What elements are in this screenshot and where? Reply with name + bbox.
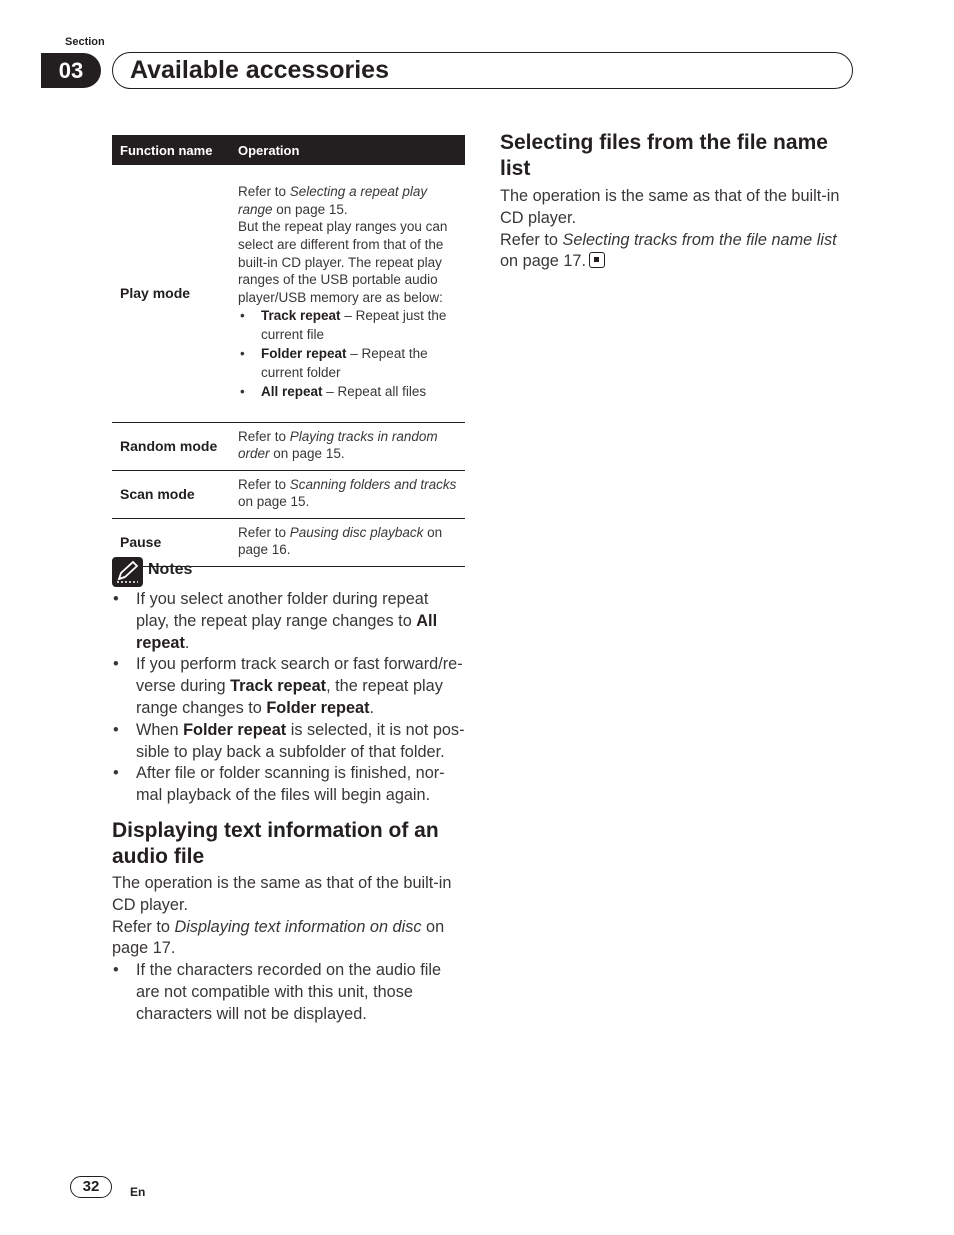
operation-cell <box>230 165 465 422</box>
list-item: • When Folder repeat is selected, it is not pos-sible to play back a subfolder of that folder. <box>112 720 466 764</box>
end-of-section-icon <box>589 252 605 268</box>
section-number: 03 <box>41 53 101 88</box>
pencil-note-icon <box>112 557 143 587</box>
operation-text: Refer to Selecting a repeat play range on page 15. But the repeat play ranges you can select are different from that of the built-in CD player. The repeat play ranges of the USB portable audio player/USB memory are as below: <box>238 184 448 305</box>
list-item: • All repeat – Repeat all files <box>238 382 465 401</box>
display-section-body: The operation is the same as that of the built-in CD player. Refer to Displaying text information on disc on page 17. <box>112 874 452 958</box>
list-item: • Track repeat – Repeat just the current file <box>238 306 465 344</box>
column-header-operation: Operation <box>230 135 465 165</box>
function-table <box>112 135 465 567</box>
list-item: • Folder repeat – Repeat the current folder <box>238 344 465 382</box>
table-row <box>112 470 465 518</box>
language-label: En <box>130 1185 146 1199</box>
function-name: Random mode <box>112 422 230 470</box>
notes-list <box>112 589 466 807</box>
page-title: Available accessories <box>130 56 389 84</box>
list-item: • If you perform track search or fast forward/re-verse during Track repeat, the repeat play range changes to Folder repeat. <box>112 654 466 719</box>
section-heading-display-text: Displaying text information of an audio file <box>112 819 439 868</box>
list-item: • If you select another folder during repeat play, the repeat play range changes to All repeat. <box>112 589 466 654</box>
page-number: 32 <box>70 1176 112 1198</box>
page-reference: Selecting tracks from the file name list <box>562 230 837 249</box>
operation-note: But the repeat play ranges you can select are different from that of the built-in CD player. The repeat play ranges of the USB portable audio player/USB memory are as below: <box>238 219 448 305</box>
repeat-modes-list <box>238 306 465 401</box>
page-reference: Pausing disc playback <box>289 524 424 540</box>
display-section-bullets <box>112 960 466 1025</box>
function-name: Pause <box>112 518 230 566</box>
section-heading-select-files: Selecting files from the file name list <box>500 131 828 180</box>
operation-cell: Refer to Scanning folders and tracks on page 15. <box>230 470 465 518</box>
operation-cell: Refer to Playing tracks in random order on page 15. <box>230 422 465 470</box>
table-row <box>112 422 465 470</box>
table-header-row <box>112 135 465 165</box>
select-section-body: The operation is the same as that of the built-in CD player. Refer to Selecting tracks from the file name list on page 17. <box>500 187 840 271</box>
table-row <box>112 165 465 422</box>
table-row <box>112 518 465 566</box>
page-reference: Playing tracks in random order <box>238 428 438 462</box>
function-name: Play mode <box>112 165 230 422</box>
notes-title: Notes <box>148 561 193 578</box>
column-header-function: Function name <box>112 135 230 165</box>
function-name: Scan mode <box>112 470 230 518</box>
page-reference: Displaying text information on disc <box>174 917 422 936</box>
list-item: • If the characters recorded on the audio file are not compatible with this unit, those characters will not be displayed. <box>112 960 466 1025</box>
list-item: • After file or folder scanning is finished, nor-mal playback of the files will begin again. <box>112 763 466 807</box>
operation-cell: Refer to Pausing disc playback on page 16. <box>230 518 465 566</box>
section-label: Section <box>65 36 105 48</box>
page-reference: Scanning folders and tracks <box>289 476 457 492</box>
page-reference: Selecting a repeat play range <box>238 184 428 217</box>
